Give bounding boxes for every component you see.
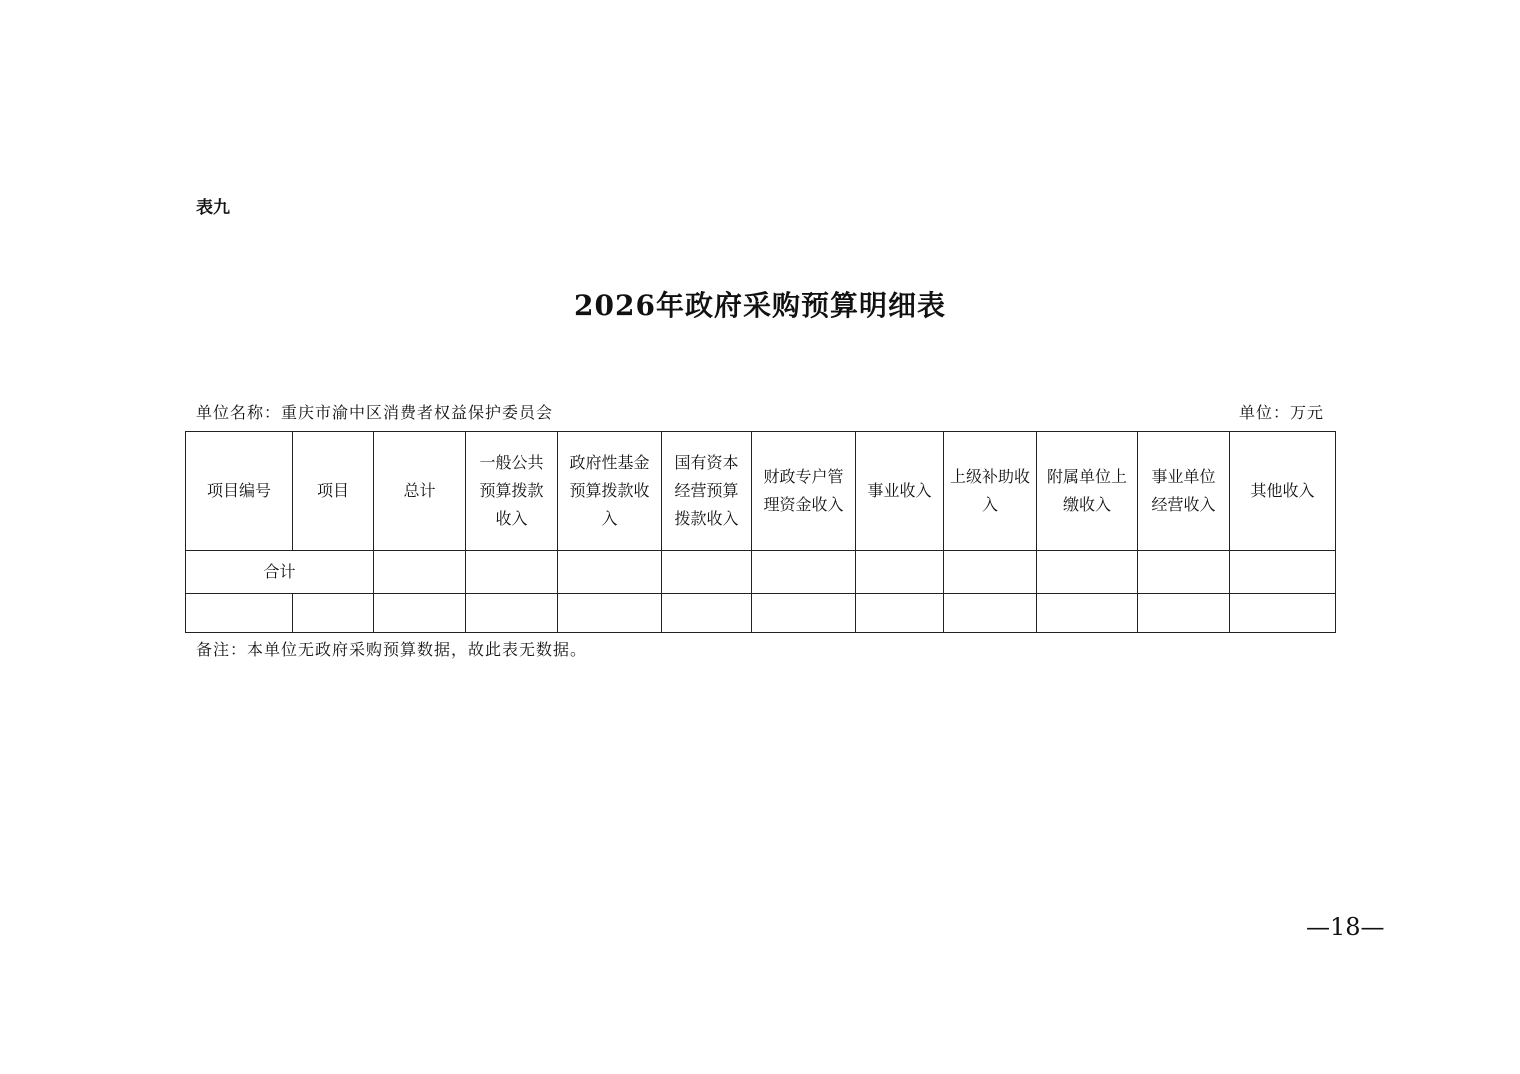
header-general-budget: 一般公共预算拨款收入	[466, 432, 558, 551]
table-cell	[752, 594, 856, 633]
currency-unit: 单位：万元	[1238, 403, 1324, 422]
table-cell	[1138, 594, 1230, 633]
table-cell	[662, 551, 752, 594]
header-fund-budget: 政府性基金预算拨款收入	[558, 432, 662, 551]
header-special-account: 财政专户管理资金收入	[752, 432, 856, 551]
table-cell	[752, 551, 856, 594]
header-affiliated-income: 附属单位上缴收入	[1037, 432, 1138, 551]
header-state-capital-budget: 国有资本经营预算拨款收入	[662, 432, 752, 551]
table-cell	[466, 551, 558, 594]
table-cell	[944, 594, 1037, 633]
table-number-label: 表九	[196, 198, 230, 218]
header-operating-income: 事业单位经营收入	[1138, 432, 1230, 551]
table-cell	[944, 551, 1037, 594]
table-cell	[558, 551, 662, 594]
table-note: 备注：本单位无政府采购预算数据，故此表无数据。	[196, 640, 588, 659]
table-cell	[1138, 551, 1230, 594]
table-header-row	[186, 432, 1336, 551]
table-row	[186, 594, 1336, 633]
header-superior-subsidy: 上级补助收入	[944, 432, 1037, 551]
total-row	[186, 551, 1336, 594]
table-cell	[558, 594, 662, 633]
procurement-budget-table	[185, 431, 1336, 633]
header-project: 项目	[293, 432, 374, 551]
table-cell	[856, 594, 944, 633]
table-cell	[856, 551, 944, 594]
page-number: —18—	[1306, 913, 1385, 941]
table-cell	[374, 551, 466, 594]
header-project-code: 项目编号	[186, 432, 293, 551]
header-other-income: 其他收入	[1230, 432, 1336, 551]
table-cell	[374, 594, 466, 633]
table-cell	[1037, 551, 1138, 594]
header-business-income: 事业收入	[856, 432, 944, 551]
table-cell	[1230, 551, 1336, 594]
header-total: 总计	[374, 432, 466, 551]
document-title: 2026年政府采购预算明细表	[574, 289, 946, 322]
table-cell	[466, 594, 558, 633]
table-cell	[1037, 594, 1138, 633]
table-cell	[1230, 594, 1336, 633]
table-cell	[293, 594, 374, 633]
table-cell	[662, 594, 752, 633]
total-row-label: 合计	[186, 551, 374, 594]
unit-name: 单位名称：重庆市渝中区消费者权益保护委员会	[196, 403, 554, 422]
table-cell	[186, 594, 293, 633]
